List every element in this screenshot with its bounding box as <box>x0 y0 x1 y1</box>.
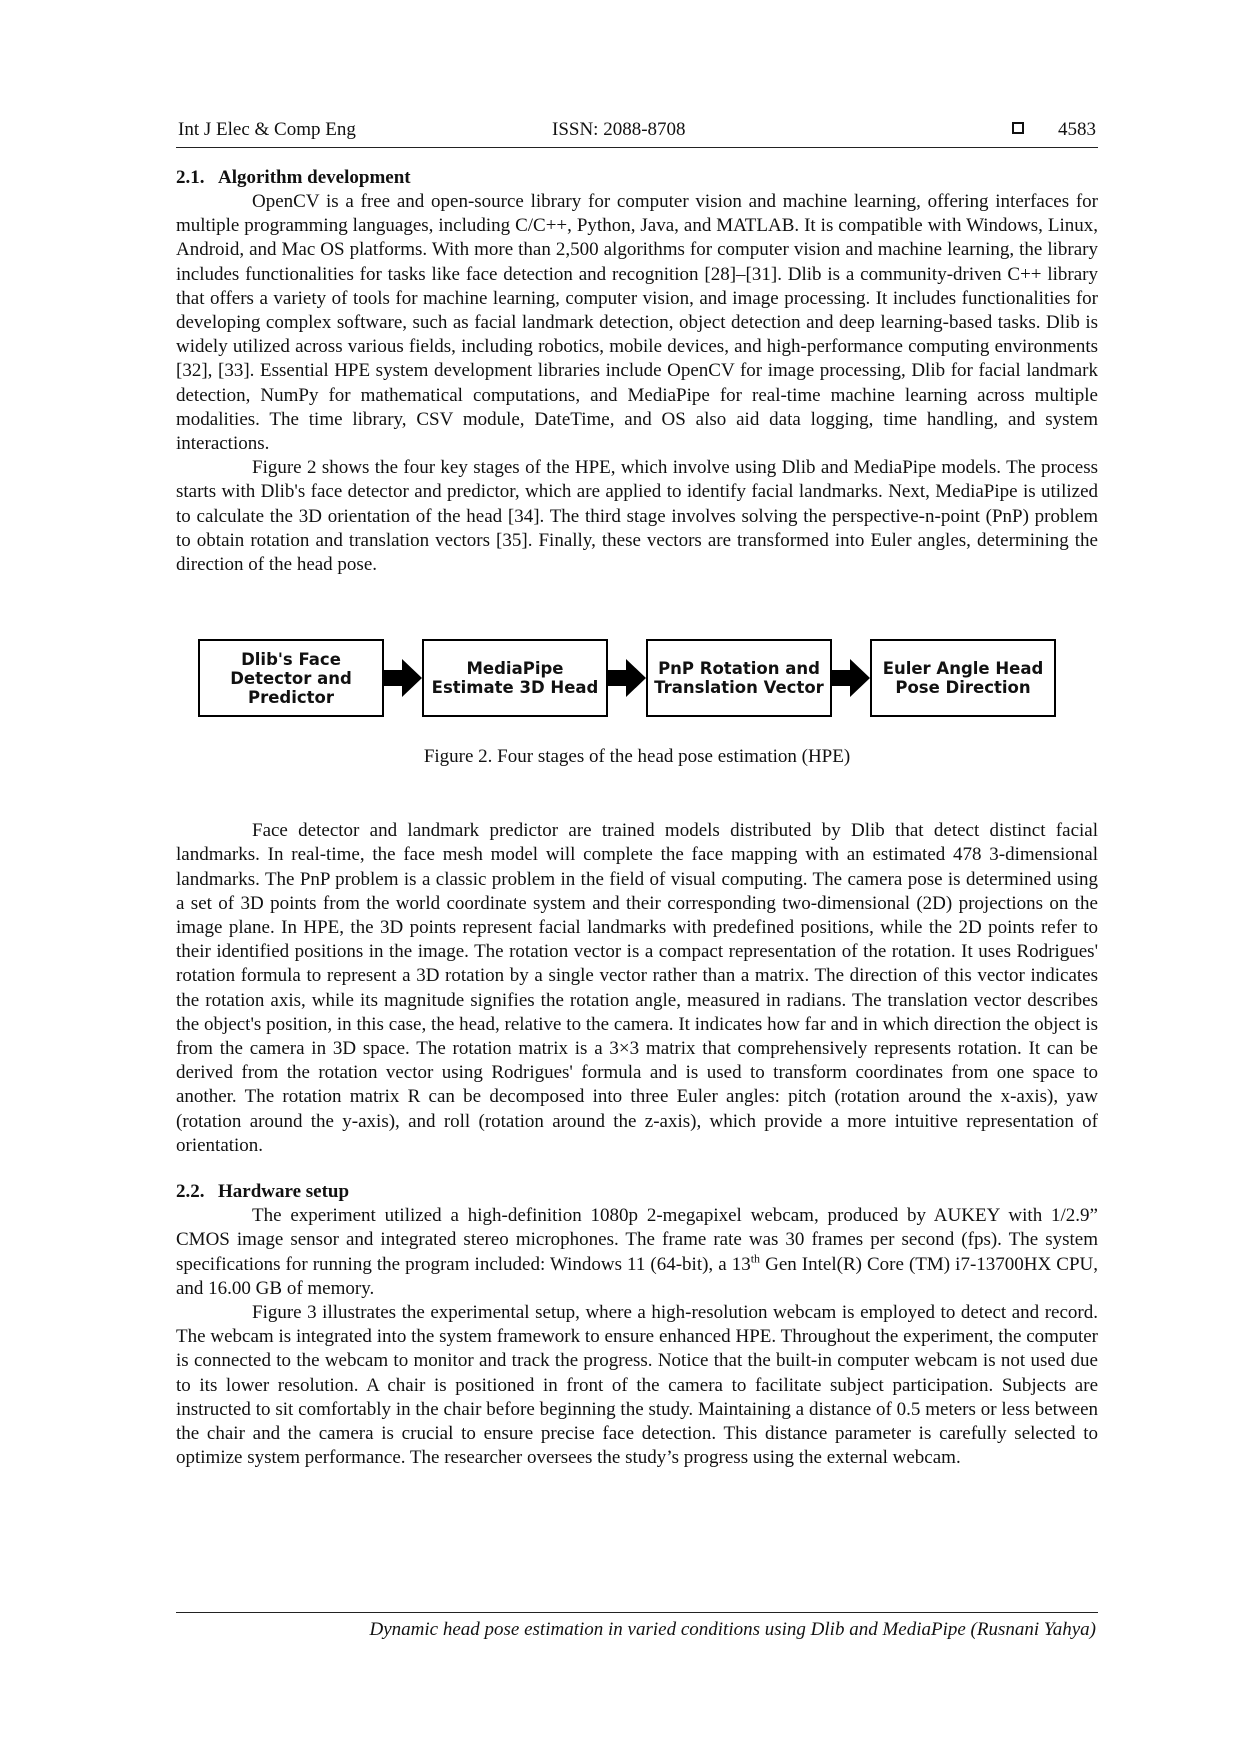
stage-box-pnp: PnP Rotation and Translation Vector <box>646 639 832 717</box>
running-title: Dynamic head pose estimation in varied conditions using Dlib and MediaPipe (Rusnani Yahya) <box>369 1619 1096 1640</box>
figure-caption: Figure 2. Four stages of the head pose estimation (HPE) <box>423 746 851 768</box>
main-content <box>176 166 1098 1470</box>
arrow-right-icon <box>830 659 870 697</box>
journal-name: Int J Elec & Comp Eng <box>178 119 356 140</box>
section-number: 2.1. <box>176 167 205 188</box>
section-heading-2-2 <box>176 1180 1098 1204</box>
paragraph-experimental-setup: Figure 3 illustrates the experimental setup, where a high-resolution webcam is employed to detect and record. The webcam is integrated into the system framework to ensure enhanced HPE. Throughout the experiment, the computer is connected to the webcam to monitor and track the progress. Notice that the built-in computer webcam is not used due to its lower resolution. A chair is positioned in front of the camera to facilitate subject participation. Subjects are instructed to sit comfortably in the chair before beginning the study. Maintaining a distance of 0.5 meters or less between the chair and the camera is crucial to ensure precise face detection. This distance parameter is carefully selected to optimize system performance. The researcher oversees the study’s progress using the external webcam. <box>176 1301 1098 1469</box>
paragraph-landmarks-pnp: Face detector and landmark predictor are trained models distributed by Dlib that detect distinct facial landmarks. In real-time, the face mesh model will complete the face mapping with an estimated 478 3-dimensional landmarks. The PnP problem is a classic problem in the field of visual computing. The camera pose is determined using a set of 3D points from the world coordinate system and their corresponding two-dimensional (2D) projections on the image plane. In HPE, the 3D points represent facial landmarks with predefined positions, while the 2D points refer to their identified positions in the image. The rotation vector is a compact representation of the rotation. It uses Rodrigues' rotation formula to represent a 3D rotation by a single vector rather than a matrix. The direction of this vector indicates the rotation axis, while its magnitude signifies the rotation angle, measured in radians. The translation vector describes the object's position, in this case, the head, relative to the camera. It indicates how far and in which direction the object is from the camera in 3D space. The rotation matrix is a 3×3 matrix that comprehensively represents rotation. It can be derived from the rotation vector using Rodrigues' formula and is used to transform coordinates from one space to another. The rotation matrix R can be decomposed into three Euler angles: pitch (rotation around the x-axis), yaw (rotation around the y-axis), and roll (rotation around the z-axis), which provide a more intuitive representation of orientation. <box>176 820 1098 1156</box>
paragraph-webcam-specs: The experiment utilized a high-definition 1080p 2-megapixel webcam, produced by AUKEY with 1/2.9” CMOS image sensor and integrated stereo microphones. The frame rate was 30 frames per second (fps). The system specifications for running the program included: Windows 11 (64-bit), a 13th Gen Intel(R) Core (TM) i7-13700HX CPU, and 16.00 GB of memory. <box>176 1205 1098 1299</box>
paper-page <box>176 0 1098 1754</box>
paragraph-opencv: OpenCV is a free and open-source library for computer vision and machine learning, offering interfaces for multiple programming languages, including C/C++, Python, Java, and MATLAB. It is compatible with Windows, Linux, Android, and Mac OS platforms. With more than 2,500 algorithms for computer vision and machine learning, the library includes functionalities for tasks like face detection and recognition [28]–[31]. Dlib is a community-driven C++ library that offers a variety of tools for machine learning, computer vision, and image processing. It includes functionalities for developing complex software, such as facial landmark detection, object detection and deep learning-based tasks. Dlib is widely utilized across various fields, including robotics, mobile devices, and high-performance computing environments [32], [33]. Essential HPE system development libraries include OpenCV for image processing, Dlib for facial landmark detection, NumPy for mathematical computations, and MediaPipe for real-time machine learning across multiple modalities. The time library, CSV module, DateTime, and OS also aid data logging, time handling, and system interactions. <box>176 191 1098 455</box>
arrow-right-icon <box>606 659 646 697</box>
page-header <box>176 117 1098 148</box>
section-heading-2-1 <box>176 166 1098 190</box>
page-footer <box>176 1612 1098 1641</box>
issn: ISSN: 2088-8708 <box>552 119 686 140</box>
stage-box-mediapipe: MediaPipe Estimate 3D Head <box>422 639 608 717</box>
section-title: Algorithm development <box>218 167 411 188</box>
stage-box-dlib: Dlib's Face Detector and Predictor <box>198 639 384 717</box>
section-title: Hardware setup <box>218 1181 350 1203</box>
square-bullet-icon <box>1012 122 1024 134</box>
figure-2 <box>176 615 1098 777</box>
page-number: 4583 <box>1058 119 1096 140</box>
section-number: 2.2. <box>176 1181 205 1203</box>
paragraph-figure2-intro: Figure 2 shows the four key stages of the HPE, which involve using Dlib and MediaPipe models. The process starts with Dlib's face detector and predictor, which are applied to identify facial landmarks. Next, MediaPipe is utilized to calculate the 3D orientation of the head [34]. The third stage involves solving the perspective-n-point (PnP) problem to obtain rotation and translation vectors [35]. Finally, these vectors are transformed into Euler angles, determining the direction of the head pose. <box>176 457 1098 576</box>
stage-box-euler: Euler Angle Head Pose Direction <box>870 639 1056 717</box>
arrow-right-icon <box>382 659 422 697</box>
